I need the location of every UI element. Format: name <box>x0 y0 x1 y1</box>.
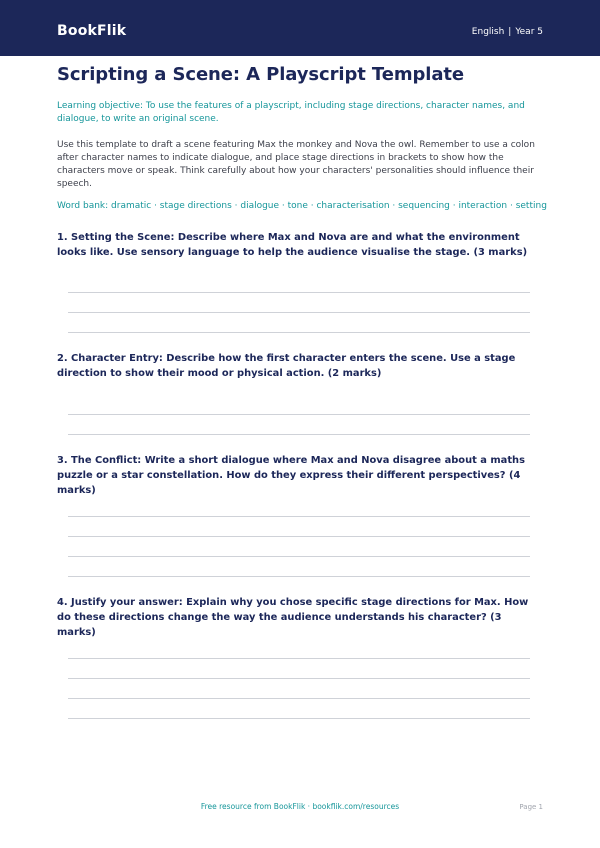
answer-line[interactable] <box>68 576 530 577</box>
worksheet-title: Scripting a Scene: A Playscript Template <box>57 64 464 85</box>
answer-line[interactable] <box>68 536 530 537</box>
footer-attribution[interactable]: Free resource from BookFlik · bookflik.com/resources <box>200 802 400 811</box>
answer-line[interactable] <box>68 678 530 679</box>
word-bank: Word bank: dramatic · stage directions · dialogue · tone · characterisation · sequencing · interaction · setting <box>57 201 547 211</box>
page-number: Page 1 <box>519 803 543 811</box>
year-label: Year 5 <box>515 27 543 37</box>
answer-line[interactable] <box>68 516 530 517</box>
answer-line[interactable] <box>68 414 530 415</box>
answer-line[interactable] <box>68 332 530 333</box>
instructions-paragraph: Use this template to draft a scene featuring Max the monkey and Nova the owl. Remember to use a colon after character names to indicate dialogue, and place stage directions in brackets to show how the characters move or speak. Think carefully about how your characters' personalities should influence their speech. <box>57 140 535 189</box>
answer-line[interactable] <box>68 698 530 699</box>
answer-line[interactable] <box>68 312 530 313</box>
answer-line[interactable] <box>68 434 530 435</box>
answer-line[interactable] <box>68 292 530 293</box>
question-3: 3. The Conflict: Write a short dialogue where Max and Nova disagree about a maths puzzle or a star constellation. How do they express their different perspectives? (4 marks) <box>57 455 525 496</box>
subject-separator: | <box>508 27 512 37</box>
subject-year-label <box>472 27 543 37</box>
question-4: 4. Justify your answer: Explain why you chose specific stage directions for Max. How do these directions change the way the audience understands his character? (3 marks) <box>57 597 529 638</box>
subject-label: English <box>471 27 505 37</box>
page-header <box>0 0 600 56</box>
answer-line[interactable] <box>68 718 530 719</box>
answer-line[interactable] <box>68 556 530 557</box>
answer-line[interactable] <box>68 658 530 659</box>
learning-objective: Learning objective: To use the features of a playscript, including stage directions, character names, and dialogue, to write an original scene. <box>57 101 525 124</box>
question-1: 1. Setting the Scene: Describe where Max and Nova are and what the environment looks like. Use sensory language to help the audience visualise the stage. (3 marks) <box>57 232 528 258</box>
question-2: 2. Character Entry: Describe how the first character enters the scene. Use a stage direction to show their mood or physical action. (2 marks) <box>57 353 516 379</box>
brand-logo-text[interactable]: BookFlik <box>57 23 127 39</box>
